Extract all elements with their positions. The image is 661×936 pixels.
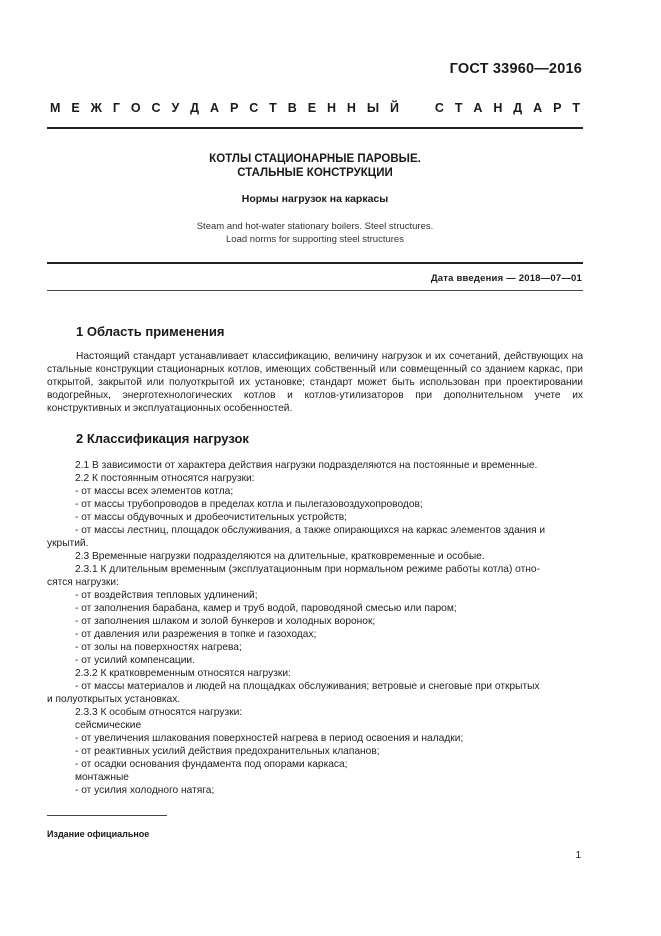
text-line: - от массы лестниц, площадок обслуживания, а также опирающихся на каркас элементов здания и [75,525,546,536]
document-subtitle: Нормы нагрузок на каркасы [241,193,389,205]
text-line: сятся нагрузки: [47,577,119,588]
introduction-date: Дата введения — 2018—07—01 [430,273,582,284]
footer-rule [47,815,167,816]
english-title [47,220,583,246]
text-line: монтажные [75,772,129,783]
official-edition-label: Издание официальное [47,829,150,839]
text-line: - от увеличения шлакования поверхностей нагрева в период освоения и наладки; [75,733,464,744]
text-line: - от усилий компенсации. [75,655,195,666]
text-line: - от воздействия тепловых удлинений; [75,590,258,601]
text-line: - от золы на поверхностях нагрева; [75,642,242,653]
text-line: - от массы трубопроводов в пределах котла и пылегазовоздухопроводов; [75,499,423,510]
section-1-heading: 1 Область применения [76,324,225,339]
title-line-1: КОТЛЫ СТАЦИОНАРНЫЕ ПАРОВЫЕ. [209,153,421,165]
english-title-line-1: Steam and hot-water stationary boilers. Steel structures. [196,221,434,232]
text-line: 2.1 В зависимости от характера действия нагрузки подразделяются на постоянные и временные. [75,460,538,471]
text-line: сейсмические [75,720,142,731]
header-rule [47,127,583,129]
text-line: и полуоткрытых установках. [47,694,181,705]
text-line: 2.3 Временные нагрузки подразделяются на длительные, кратковременные и особые. [75,551,485,562]
page-number: 1 [575,850,581,861]
section-1-paragraph: Настоящий стандарт устанавливает классификацию, величину нагрузок и их сочетаний, действующих на стальные конструкции стационарных котлов, имеющих собственный или совмещенный со зданием каркас, при открытой, закрытой или полуоткрытой их установке; стандарт может быть использован при проектировании водогрейных, энерготехнологических котлов и котлов-утилизаторов при дополнительном учете их конструктивных и эксплуатационных особенностей. [47,351,583,414]
text-line: укрытий. [47,538,89,549]
interstate-standard-banner: М Е Ж Г О С У Д А Р С Т В Е Н Н Ы Й С Т А Н Д А Р Т [50,101,580,115]
text-line: 2.3.1 К длительным временным (эксплуатационным при нормальном режиме работы котла) отно- [75,564,540,575]
text-line: - от массы обдувочных и дробеочистительных устройств; [75,512,348,523]
text-line: - от заполнения барабана, камер и труб водой, пароводяной смесью или паром; [75,603,457,614]
text-line: - от массы всех элементов котла; [75,486,234,497]
text-line: - от заполнения шлаком и золой бункеров и холодных воронок; [75,616,376,627]
english-title-line-2: Load norms for supporting steel structures [226,234,404,245]
gost-number: ГОСТ 33960—2016 [449,61,582,77]
text-line: - от осадки основания фундамента под опорами каркаса; [75,759,348,770]
text-line: 2.3.2 К кратковременным относятся нагрузки: [75,668,291,679]
section-2-body [47,459,587,797]
date-rule [47,290,583,291]
text-line: - от реактивных усилий действия предохранительных клапанов; [75,746,380,757]
section-2-heading: 2 Классификация нагрузок [76,431,249,446]
text-line: 2.3.3 К особым относятся нагрузки: [75,707,243,718]
title-bottom-rule [47,262,583,264]
text-line: 2.2 К постоянным относятся нагрузки: [75,473,255,484]
document-title [47,152,583,180]
title-line-2: СТАЛЬНЫЕ КОНСТРУКЦИИ [237,167,393,179]
text-line: - от усилия холодного натяга; [75,785,215,796]
text-line: - от массы материалов и людей на площадках обслуживания; ветровые и снеговые при открытых [75,681,540,692]
text-line: - от давления или разрежения в топке и газоходах; [75,629,317,640]
